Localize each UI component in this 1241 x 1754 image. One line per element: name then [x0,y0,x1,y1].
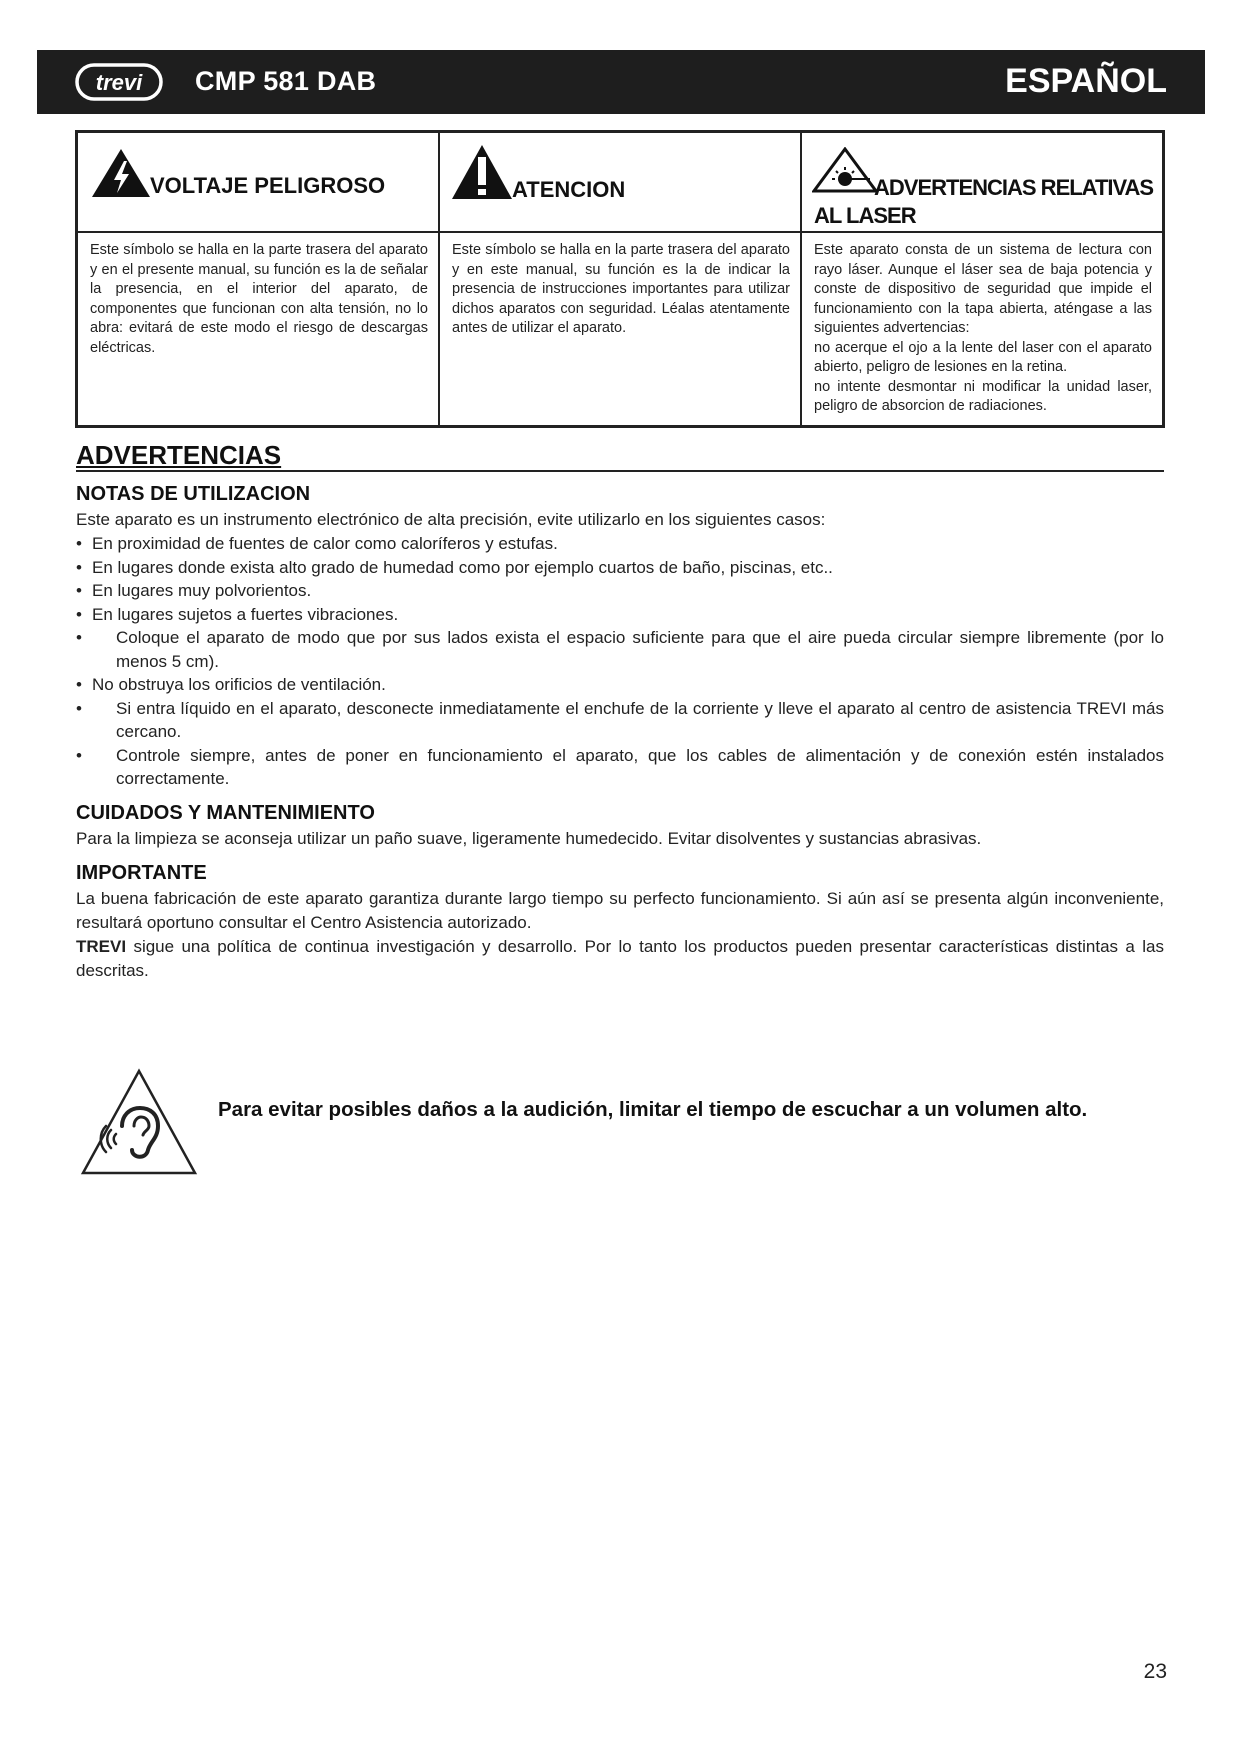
notas-heading: NOTAS DE UTILIZACION [76,483,311,505]
warning-title-line2: AL LASER [814,203,916,228]
exclamation-warning-icon [450,143,514,201]
warning-table [75,130,1165,428]
list-item: • Coloque el aparato de modo que por sus lados exista el espacio suficiente para que el aire pueda circular siempre libremente (por lo menos 5 cm). [76,626,1164,673]
section-title: ADVERTENCIAS [76,440,1164,472]
list-item: • No obstruya los orificios de ventilación. [76,673,1164,697]
notas-list [76,532,1164,791]
warning-column-laser [802,133,1162,425]
warning-column-voltage [78,133,440,425]
trevi-logo [75,62,163,102]
cuidados-text: Para la limpieza se aconseja utilizar un paño suave, ligeramente humedecido. Evitar disolventes y sustancias abrasivas. [76,828,982,848]
warning-paragraph: Este símbolo se halla en la parte trasera del aparato y en este manual, su función es la de indicar la presencia de instrucciones importantes para utilizar dichos aparatos con seguridad. Léalas atentamente antes de utilizar el aparato. [452,242,790,336]
warning-header [802,133,1162,233]
list-item: • En proximidad de fuentes de calor como caloríferos y estufas. [76,532,1164,556]
page-number: 23 [1143,1660,1167,1683]
hearing-warning [80,1068,1170,1188]
warning-text [802,233,1162,417]
notas-intro: Este aparato es un instrumento electrónico de alta precisión, evite utilizarlo en los siguientes casos: [76,510,826,529]
importante-text-2-body: sigue una política de continua investigación y desarrollo. Por lo tanto los productos pueden presentar características distintas a las descritas. [76,936,1164,980]
warning-paragraph: no acerque el ojo a la lente del laser con el aparato abierto, peligro de lesiones en la retina. [814,339,1152,375]
warning-header [78,133,438,233]
hearing-warning-text: Para evitar posibles daños a la audición, limitar el tiempo de escuchar a un volumen alto. [218,1098,1088,1121]
electric-shock-warning-icon [90,147,152,199]
list-item: • Controle siempre, antes de poner en funcionamiento el aparato, que los cables de alimentación y de conexión estén instalados correctamente. [76,744,1164,791]
warning-text [78,233,438,358]
warning-column-attention [440,133,802,425]
warning-text [440,233,800,339]
model-name: CMP 581 DAB [195,66,377,96]
brand-name: TREVI [76,936,127,956]
cuidados-heading: CUIDADOS Y MANTENIMIENTO [76,801,375,824]
list-item: • En lugares sujetos a fuertes vibraciones. [76,603,1164,627]
hearing-warning-icon [80,1068,198,1176]
warning-paragraph: no intente desmontar ni modificar la unidad laser, peligro de absorcion de radiaciones. [814,378,1152,414]
warning-title: ATENCION [512,177,626,202]
warning-header [440,133,800,233]
language-label: ESPAÑOL [1005,62,1167,100]
list-item: • Si entra líquido en el aparato, desconecte inmediatamente el enchufe de la corriente y lleve el aparato al centro de asistencia TREVI más cercano. [76,697,1164,744]
svg-text:trevi: trevi [95,70,143,95]
importante-text: La buena fabricación de este aparato garantiza durante largo tiempo su perfecto funcionamiento. Si aún así se presenta algún inconveniente, resultará oportuno consultar el Centro Asistencia autorizado. [76,888,1164,932]
list-item: • En lugares muy polvorientos. [76,579,1164,603]
warning-title: ADVERTENCIAS RELATIVAS [874,175,1154,200]
laser-warning-icon [812,147,878,193]
warning-title: VOLTAJE PELIGROSO [150,173,386,198]
warning-paragraph: Este aparato consta de un sistema de lectura con rayo láser. Aunque el láser sea de baja potencia y conste de dispositivo de seguridad que impide el funcionamiento con la tapa abierta, aténgase a las siguientes advertencias: [814,242,1152,336]
advertencias-section [76,440,1164,983]
warning-paragraph: Este símbolo se halla en la parte trasera del aparato y en el presente manual, su función es la de señalar la presencia, en el interior del aparato, de componentes que funcionan con alta tensión, no lo abra: evitará de este modo el riesgo de descargas eléctricas. [90,242,428,356]
header-bar [37,50,1205,114]
importante-heading: IMPORTANTE [76,861,207,884]
importante-text-2 [76,935,1164,983]
list-item: • En lugares donde exista alto grado de humedad como por ejemplo cuartos de baño, piscinas, etc.. [76,556,1164,580]
